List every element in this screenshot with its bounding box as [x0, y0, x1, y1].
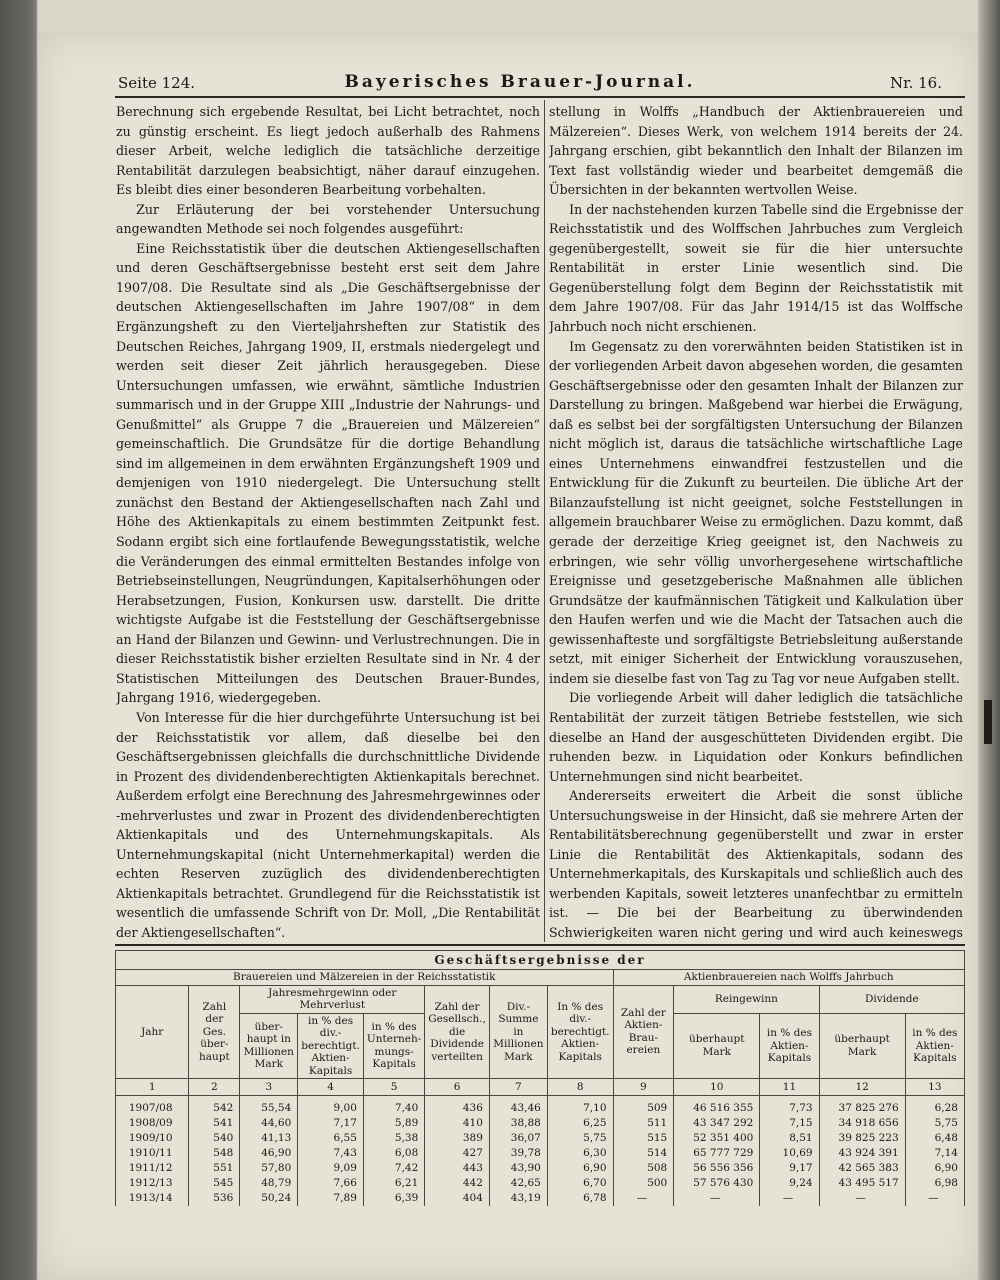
- table-cell: 56 556 356: [674, 1161, 760, 1176]
- table-cell: 7,40: [363, 1096, 424, 1117]
- journal-title: Bayerisches Brauer-Journal.: [344, 72, 696, 92]
- table-cell: 7,14: [905, 1146, 964, 1161]
- table-cell: 7,10: [547, 1096, 613, 1117]
- column-number: 4: [298, 1079, 364, 1096]
- table-cell: 7,66: [298, 1176, 364, 1191]
- table-cell: 7,42: [363, 1161, 424, 1176]
- column-number: 9: [613, 1079, 674, 1096]
- table-row: [116, 1161, 965, 1176]
- header-zahl-brauereien: Zahl der Aktien-Brau-ereien: [613, 985, 674, 1079]
- table-cell: 65 777 729: [674, 1146, 760, 1161]
- column-number: 6: [425, 1079, 490, 1096]
- table-row: [116, 1131, 965, 1146]
- table-cell: 5,38: [363, 1131, 424, 1146]
- table-cell: 9,17: [760, 1161, 819, 1176]
- table-cell: —: [760, 1191, 819, 1206]
- year-cell: 1910/11: [116, 1146, 189, 1161]
- table-cell: 7,15: [760, 1116, 819, 1131]
- header-dividendensumme: Div.-Summe in Millionen Mark: [489, 985, 547, 1079]
- page-number: Seite 124.: [118, 74, 196, 92]
- table-cell: 5,75: [905, 1116, 964, 1131]
- table-cell: —: [674, 1191, 760, 1206]
- paragraph: Berechnung sich ergebende Resultat, bei Licht betrachtet, noch zu günstig erscheint. Es liegt jedoch außerhalb des Rahmens dieser Arbeit, welche lediglich die tatsächliche derzeitige Rentabilität darzulegen beabsichtigt, näher darauf einzugehen. Es bleibt dies einer besonderen Bearbeitung vorbehalten.: [116, 104, 540, 198]
- table-cell: 508: [613, 1161, 674, 1176]
- table-cell: 515: [613, 1131, 674, 1146]
- table-cell: 10,69: [760, 1146, 819, 1161]
- group-header-reichsstatistik: Brauereien und Mälzereien in der Reichsstatistik: [116, 970, 614, 986]
- table-cell: 9,00: [298, 1096, 364, 1117]
- table-cell: 52 351 400: [674, 1131, 760, 1146]
- table-cell: 38,88: [489, 1116, 547, 1131]
- table-cell: 514: [613, 1146, 674, 1161]
- paragraph: Eine Reichsstatistik über die deutschen Aktiengesellschaften und deren Geschäftsergebnisse besteht erst seit dem Jahre 1907/08. Die Resultate sind als „Die Geschäftsergebnisse der deutschen Aktiengesellschaften im Jahre 1907/08“ in dem Ergänzungsheft zu den Vierteljahrsheften zur Statistik des Deutschen Reiches, Jahrgang 1909, II, erstmals niedergelegt und werden seit dieser Zeit jährlich herausgegeben. Diese Untersuchungen umfassen, wie erwähnt, sämtliche Industrien summarisch und in der Gruppe XIII „Industrie der Nahrungs- und Genußmittel“ als Gruppe 7 die „Brauereien und Mälzereien“ gemeinschaftlich. Die Grundsätze für die dortige Behandlung sind im allgemeinen in dem erwähnten Ergänzungsheft 1909 und demjenigen von 1910 niedergelegt. Die Untersuchung stellt zunächst den Bestand der Aktiengesellschaften nach Zahl und Höhe des Aktienkapitals zu einem bestimmten Zeitpunkt fest. Sodann ergibt sich eine fortlaufende Bewegungsstatistik, welche die Veränderungen des einmal ermittelten Bestandes infolge von Betriebseinstellungen, Neugründungen, Kapitalserhöhungen oder Herabsetzungen, Fusion, Konkursen usw. darstellt. Die dritte wichtigste Aufgabe ist die Feststellung der Geschäftsergebnisse an Hand der Bilanzen und Gewinn- und Verlustrechnungen. Die in dieser Reichsstatistik bisher erzielten Resultate sind in Nr. 4 der Statistischen Mitteilungen des Deutschen Brauer-Bundes, Jahrgang 1916, wiedergegeben.: [116, 240, 540, 706]
- column-number: 5: [363, 1079, 424, 1096]
- table-cell: 6,30: [547, 1146, 613, 1161]
- header-zahl-gesellschaften: Zahl der Ges. über-haupt: [189, 985, 240, 1079]
- table-body: [116, 1096, 965, 1207]
- table-rule: [115, 944, 965, 946]
- table-cell: 6,39: [363, 1191, 424, 1206]
- header-ueberhaupt-millionen: über-haupt in Millionen Mark: [240, 1013, 298, 1079]
- results-table: [115, 950, 965, 1206]
- paragraph: Andererseits erweitert die Arbeit die sonst übliche Untersuchungsweise in der Hinsicht, daß sie mehrere Arten der Rentabilitätsberechnung gegenüberstellt und zwar in erster Linie die Rentabilität des Aktienkapitals, sodann des Unternehmerkapitals, des Kurskapitals und schließlich auch des werbenden Kapitals, soweit letzteres unanfechtbar zu ermitteln ist. — Die bei der Bearbeitung zu überwindenden Schwierigkeiten waren nicht gering und wird auch keineswegs: [549, 788, 963, 940]
- table-cell: 39 825 223: [819, 1131, 905, 1146]
- table-cell: 500: [613, 1176, 674, 1191]
- table-row: [116, 1176, 965, 1191]
- header-prozent-aktienkapital: in % des div.-berechtigt. Aktien-Kapitals: [298, 1013, 364, 1079]
- header-jahr: Jahr: [116, 985, 189, 1079]
- column-number-row: [116, 1079, 965, 1096]
- table-cell: 42,65: [489, 1176, 547, 1191]
- table-cell: —: [905, 1191, 964, 1206]
- column-divider: [544, 100, 545, 942]
- paragraph: Zur Erläuterung der bei vorstehender Untersuchung angewandten Methode sei noch folgendes ausgeführt:: [116, 201, 540, 237]
- table-cell: 6,28: [905, 1096, 964, 1117]
- page-header: [78, 74, 962, 96]
- table-cell: 7,73: [760, 1096, 819, 1117]
- year-cell: 1911/12: [116, 1161, 189, 1176]
- table-row: [116, 1146, 965, 1161]
- table-cell: 44,60: [240, 1116, 298, 1131]
- table-cell: 55,54: [240, 1096, 298, 1117]
- table-cell: 42 565 383: [819, 1161, 905, 1176]
- column-number: 12: [819, 1079, 905, 1096]
- issue-number: Nr. 16.: [889, 74, 942, 92]
- header-dividende-mark: überhaupt Mark: [819, 1013, 905, 1079]
- table-cell: 41,13: [240, 1131, 298, 1146]
- table-cell: 57 576 430: [674, 1176, 760, 1191]
- table-cell: 43 495 517: [819, 1176, 905, 1191]
- table-cell: 6,55: [298, 1131, 364, 1146]
- paragraph: Die vorliegende Arbeit will daher lediglich die tatsächliche Rentabilität der zurzeit tätigen Betriebe feststellen, wie sich dieselbe an Hand der ausgeschütteten Dividenden ergibt. Die ruhenden bezw. in Liquidation oder Konkurs befindlichen Unternehmungen sind nicht bearbeitet.: [549, 690, 963, 784]
- table-cell: 39,78: [489, 1146, 547, 1161]
- table-cell: 536: [189, 1191, 240, 1206]
- table-cell: 34 918 656: [819, 1116, 905, 1131]
- column-number: 11: [760, 1079, 819, 1096]
- header-dividende: Dividende: [819, 985, 964, 1013]
- year-cell: 1909/10: [116, 1131, 189, 1146]
- table-cell: 48,79: [240, 1176, 298, 1191]
- year-cell: 1912/13: [116, 1176, 189, 1191]
- table-cell: 442: [425, 1176, 490, 1191]
- table-cell: 6,25: [547, 1116, 613, 1131]
- table-cell: 6,78: [547, 1191, 613, 1206]
- header-reingewinn-mark: überhaupt Mark: [674, 1013, 760, 1079]
- paragraph: stellung in Wolffs „Handbuch der Aktienbrauereien und Mälzereien“. Dieses Werk, von welchem 1914 bereits der 24. Jahrgang erschien, gibt bekanntlich den Inhalt der Bilanzen im Text fast vollständig wieder und bearbeitet demgemäß die Übersichten in der bekannten wertvollen Weise.: [549, 104, 963, 198]
- year-cell: 1913/14: [116, 1191, 189, 1206]
- header-rule: [115, 96, 965, 98]
- header-reingewinn-prozent: in % des Aktien-Kapitals: [760, 1013, 819, 1079]
- table-cell: 43,46: [489, 1096, 547, 1117]
- table-cell: 5,75: [547, 1131, 613, 1146]
- table-cell: 43 924 391: [819, 1146, 905, 1161]
- paragraph: In der nachstehenden kurzen Tabelle sind die Ergebnisse der Reichsstatistik und des Wolffschen Jahrbuches zum Vergleich gegenübergestellt, soweit sie für die hier untersuchte Rentabilität in erster Linie wesentlich sind. Die Gegenüberstellung folgt dem Beginn der Reichsstatistik mit dem Jahre 1907/08. Für das Jahr 1914/15 ist das Wolffsche Jahrbuch noch nicht erschienen.: [549, 201, 963, 335]
- table-cell: 43 347 292: [674, 1116, 760, 1131]
- table-cell: 7,17: [298, 1116, 364, 1131]
- left-column: [116, 102, 540, 940]
- book-edge: [978, 0, 1000, 1280]
- table-cell: 443: [425, 1161, 490, 1176]
- table-cell: 46,90: [240, 1146, 298, 1161]
- table-cell: 6,90: [547, 1161, 613, 1176]
- table-cell: 8,51: [760, 1131, 819, 1146]
- table-cell: 37 825 276: [819, 1096, 905, 1117]
- table-cell: 389: [425, 1131, 490, 1146]
- right-column: [549, 102, 963, 940]
- table-cell: 7,89: [298, 1191, 364, 1206]
- paragraph: Von Interesse für die hier durchgeführte Untersuchung ist bei der Reichsstatistik vor allem, daß dieselbe bei den Geschäftsergebnissen gleichfalls die durchschnittliche Dividende in Prozent des dividendenberechtigten Aktienkapitals berechnet. Außerdem erfolgt eine Berechnung des Jahresmehrgewinnes oder -mehrverlustes und zwar in Prozent des dividendenberechtigten Aktienkapitals und des Unternehmungskapitals. Als Unternehmungskapital (nicht Unternehmerkapital) werden die echten Reserven zuzüglich des dividendenberechtigten Aktienkapitals betrachtet. Grundlegend für die Reichsstatistik ist wesentlich die umfassende Schrift von Dr. Moll, „Die Rentabilität der Aktiengesellschaften“.: [116, 709, 540, 940]
- header-dividende-prozent: in % des Aktien-Kapitals: [905, 1013, 964, 1079]
- table-cell: 6,98: [905, 1176, 964, 1191]
- table-cell: 6,70: [547, 1176, 613, 1191]
- table-cell: 46 516 355: [674, 1096, 760, 1117]
- table-row: [116, 1096, 965, 1117]
- year-cell: 1908/09: [116, 1116, 189, 1131]
- table-cell: 9,09: [298, 1161, 364, 1176]
- column-number: 1: [116, 1079, 189, 1096]
- column-number: 7: [489, 1079, 547, 1096]
- table-cell: 57,80: [240, 1161, 298, 1176]
- column-number: 10: [674, 1079, 760, 1096]
- table-cell: 6,90: [905, 1161, 964, 1176]
- table-cell: 436: [425, 1096, 490, 1117]
- table-cell: 7,43: [298, 1146, 364, 1161]
- group-header-wolff: Aktienbrauereien nach Wolffs Jahrbuch: [613, 970, 964, 986]
- header-jahresmehrgewinn: Jahresmehrgewinn oder Mehrverlust: [240, 985, 425, 1013]
- table-cell: —: [819, 1191, 905, 1206]
- table-cell: 551: [189, 1161, 240, 1176]
- column-number: 2: [189, 1079, 240, 1096]
- table-cell: 548: [189, 1146, 240, 1161]
- year-cell: 1907/08: [116, 1096, 189, 1117]
- table-title: Geschäftsergebnisse der: [116, 951, 965, 970]
- table-cell: 9,24: [760, 1176, 819, 1191]
- header-prozent-unternehmungskapital: in % des Unterneh-mungs-Kapitals: [363, 1013, 424, 1079]
- table-cell: 6,48: [905, 1131, 964, 1146]
- table-cell: 5,89: [363, 1116, 424, 1131]
- column-number: 3: [240, 1079, 298, 1096]
- paragraph: Im Gegensatz zu den vorerwähnten beiden Statistiken ist in der vorliegenden Arbeit davon abgesehen worden, die gesamten Geschäftsergebnisse oder den gesamten Inhalt der Bilanzen zur Darstellung zu bringen. Maßgebend war hierbei die Erwägung, daß es selbst bei der sorgfältigsten Untersuchung der Bilanzen nicht möglich ist, daraus die tatsächliche wirtschaftliche Lage eines Unternehmens einwandfrei festzustellen und die Entwicklung für die Zukunft zu beurteilen. Die übliche Art der Bilanzaufstellung ist nicht geeignet, solche Feststellungen in allgemein brauchbarer Weise zu ermöglichen. Dazu kommt, daß gerade der derzeitige Krieg geeignet ist, den Nachweis zu erbringen, wie sehr völlig unvorhergesehene wirtschaftliche Ereignisse und gesetzgeberische Maßnahmen alle üblichen Grundsätze der kaufmännischen Tätigkeit und Kalkulation über den Haufen werfen und wie die Macht der Tatsachen auch die gewissenhafteste und sorgfältigste Betriebsleitung außerstande setzt, mit einiger Sicherheit der Entwicklung vorauszusehen, indem sie dieselbe fast von Tag zu Tag vor neue Aufgaben stellt.: [549, 338, 963, 686]
- table-row: [116, 1116, 965, 1131]
- header-zahl-dividende: Zahl der Gesellsch., die Dividende verteilten: [425, 985, 490, 1079]
- table-cell: 511: [613, 1116, 674, 1131]
- header-reingewinn: Reingewinn: [674, 985, 819, 1013]
- page-marker: [984, 700, 992, 744]
- table-cell: 50,24: [240, 1191, 298, 1206]
- table-row: [116, 1191, 965, 1206]
- table-cell: 36,07: [489, 1131, 547, 1146]
- table-cell: 404: [425, 1191, 490, 1206]
- header-prozent-dividende: In % des div.-berechtigt. Aktien-Kapitals: [547, 985, 613, 1079]
- column-number: 8: [547, 1079, 613, 1096]
- table-cell: 6,21: [363, 1176, 424, 1191]
- table-cell: —: [613, 1191, 674, 1206]
- table-cell: 6,08: [363, 1146, 424, 1161]
- column-number: 13: [905, 1079, 964, 1096]
- table-cell: 541: [189, 1116, 240, 1131]
- table-cell: 43,19: [489, 1191, 547, 1206]
- table-cell: 545: [189, 1176, 240, 1191]
- table-cell: 43,90: [489, 1161, 547, 1176]
- table-cell: 410: [425, 1116, 490, 1131]
- table-cell: 542: [189, 1096, 240, 1117]
- table-cell: 509: [613, 1096, 674, 1117]
- table-cell: 540: [189, 1131, 240, 1146]
- table-cell: 427: [425, 1146, 490, 1161]
